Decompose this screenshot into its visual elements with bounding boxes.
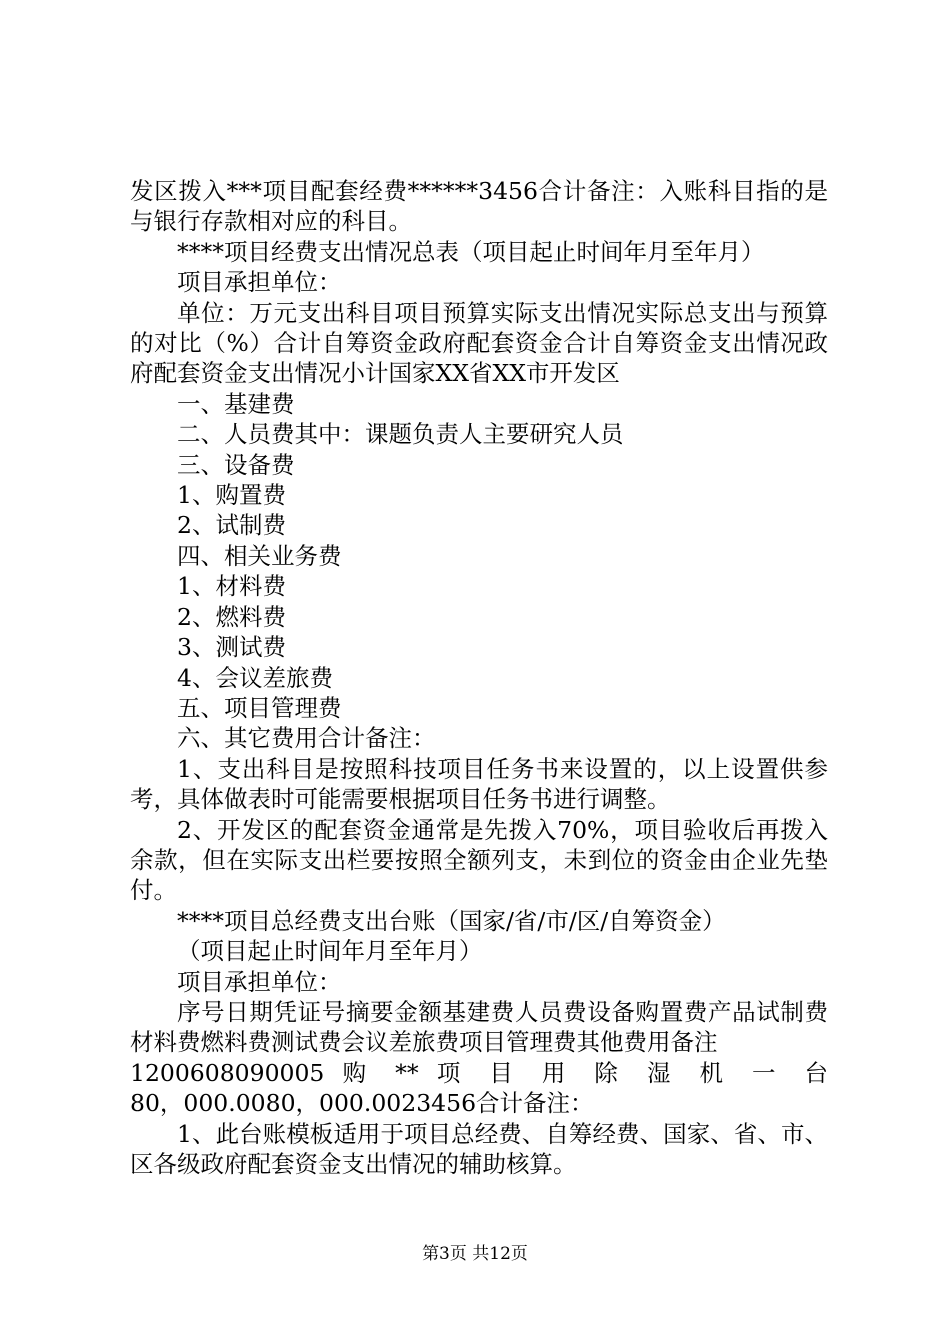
paragraph: 80，000.0080，000.0023456合计备注： [130, 1089, 594, 1118]
paragraph: 2、燃料费 [177, 602, 286, 631]
page-footer: 第3页 共12页 [422, 1244, 528, 1264]
paragraph: 4、会议差旅费 [177, 663, 333, 692]
paragraph: 四、相关业务费 [177, 541, 342, 570]
paragraph: ****项目经费支出情况总表（项目起止时间年月至年月） [177, 237, 765, 266]
document-body [130, 176, 828, 1179]
paragraph: 一、基建费 [177, 389, 295, 418]
paragraph: 发区拨入***项目配套经费******3456合计备注：入账科目指的是与银行存款相对应的科目。 [130, 177, 828, 236]
paragraph: 2、试制费 [177, 511, 286, 540]
paragraph: 单位：万元支出科目项目预算实际支出情况实际总支出与预算的对比（%）合计自筹资金政府配套资金合计自筹资金支出情况政府配套资金支出情况小计国家XX省XX市开发区 [130, 298, 828, 388]
paragraph: （项目起止时间年月至年月） [177, 937, 483, 966]
paragraph: 序号日期凭证号摘要金额基建费人员费设备购置费产品试制费材料费燃料费测试费会议差旅费项目管理费其他费用备注 [130, 997, 828, 1057]
paragraph: 二、人员费其中：课题负责人主要研究人员 [177, 420, 624, 449]
paragraph: 项目承担单位： [177, 967, 342, 996]
paragraph: 1、材料费 [177, 572, 286, 601]
paragraph: 六、其它费用合计备注： [177, 724, 436, 753]
paragraph: 2、开发区的配套资金通常是先拨入70%，项目验收后再拨入余款，但在实际支出栏要按照全额列支，未到位的资金由企业先垫付。 [130, 815, 828, 905]
paragraph: 项目承担单位： [177, 268, 342, 297]
paragraph: 三、设备费 [177, 450, 295, 479]
paragraph: 1、购置费 [177, 481, 286, 510]
paragraph: 1200608090005 购 ** 项 目 用 除 湿 机 一 台 [130, 1058, 828, 1087]
paragraph: 五、项目管理费 [177, 693, 342, 722]
paragraph: 1、支出科目是按照科技项目任务书来设置的，以上设置供参考，具体做表时可能需要根据项目任务书进行调整。 [130, 754, 828, 814]
paragraph: ****项目总经费支出台账（国家/省/市/区/自筹资金） [177, 906, 726, 935]
paragraph: 3、测试费 [177, 633, 286, 662]
paragraph: 1、此台账模板适用于项目总经费、自筹经费、国家、省、市、区各级政府配套资金支出情况的辅助核算。 [130, 1119, 828, 1178]
